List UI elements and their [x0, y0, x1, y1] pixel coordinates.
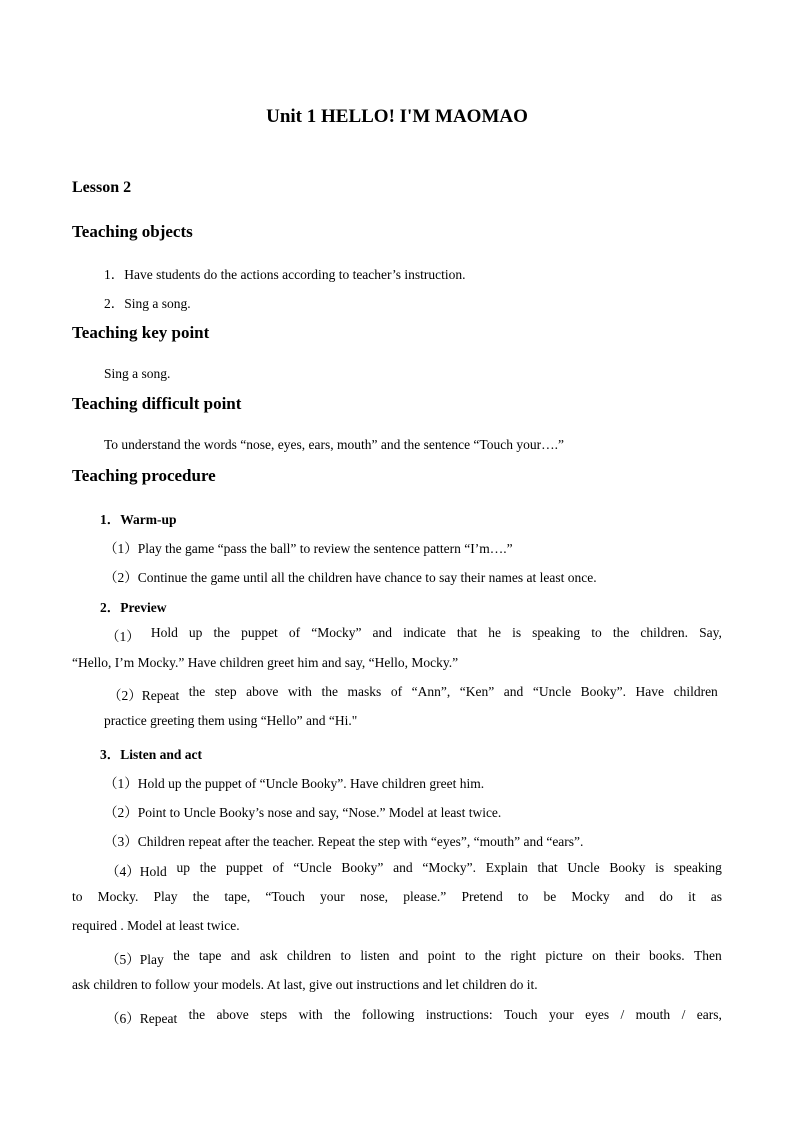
listen-item-3: （3）Children repeat after the teacher. Repeat the step with “eyes”, “mouth” and “ears”.	[104, 834, 584, 849]
objects-item-1: 1．Have students do the actions according to teacher’s instruction.	[104, 267, 466, 282]
key-point-heading: Teaching key point	[72, 323, 210, 342]
key-point-text: Sing a song.	[104, 366, 171, 381]
objects-item-2: 2．Sing a song.	[104, 296, 191, 311]
listen-item-4-line-1: （4）Hold up the puppet of “Uncle Booky” and “Mocky”. Explain that Uncle Booky is speaking	[106, 860, 722, 879]
difficult-point-heading: Teaching difficult point	[72, 394, 242, 413]
preview-heading: 2．Preview	[100, 600, 167, 615]
document-title: Unit 1 HELLO! I'M MAOMAO	[266, 106, 528, 127]
preview-item-2-line-1: （2）Repeat the step above with the masks of “Ann”, “Ken” and “Uncle Booky”. Have children	[108, 684, 718, 703]
preview-item-2-line-2: practice greeting them using “Hello” and “Hi."	[104, 713, 358, 728]
warmup-item-2: （2）Continue the game until all the children have chance to say their names at least once.	[104, 570, 597, 585]
listen-item-4-line-2: to Mocky. Play the tape, “Touch your nose, please.” Pretend to be Mocky and do it as	[72, 889, 722, 904]
difficult-point-text: To understand the words “nose, eyes, ears, mouth” and the sentence “Touch your….”	[104, 437, 564, 452]
procedure-heading: Teaching procedure	[72, 466, 216, 485]
listen-item-5-line-2: ask children to follow your models. At last, give out instructions and let children do it.	[72, 977, 538, 992]
preview-item-1-line-1: （1） Hold up the puppet of “Mocky” and indicate that he is speaking to the children. Say,	[106, 625, 722, 644]
warmup-item-1: （1）Play the game “pass the ball” to review the sentence pattern “I’m….”	[104, 541, 513, 556]
warmup-heading: 1．Warm-up	[100, 512, 177, 527]
listen-item-5-line-1: （5）Play the tape and ask children to listen and point to the right picture on their books. Then	[106, 948, 722, 967]
lesson-heading: Lesson 2	[72, 179, 132, 196]
objects-heading: Teaching objects	[72, 222, 193, 241]
preview-item-1-line-2: “Hello, I’m Mocky.” Have children greet him and say, “Hello, Mocky.”	[72, 655, 459, 670]
listen-item-2: （2）Point to Uncle Booky’s nose and say, “Nose.” Model at least twice.	[104, 805, 502, 820]
listen-item-6-line-1: （6）Repeat the above steps with the following instructions: Touch your eyes / mouth / ears,	[106, 1007, 722, 1026]
listen-item-1: （1）Hold up the puppet of “Uncle Booky”. Have children greet him.	[104, 776, 485, 791]
listen-item-4-line-3: required . Model at least twice.	[72, 918, 240, 933]
listen-heading: 3．Listen and act	[100, 747, 203, 762]
